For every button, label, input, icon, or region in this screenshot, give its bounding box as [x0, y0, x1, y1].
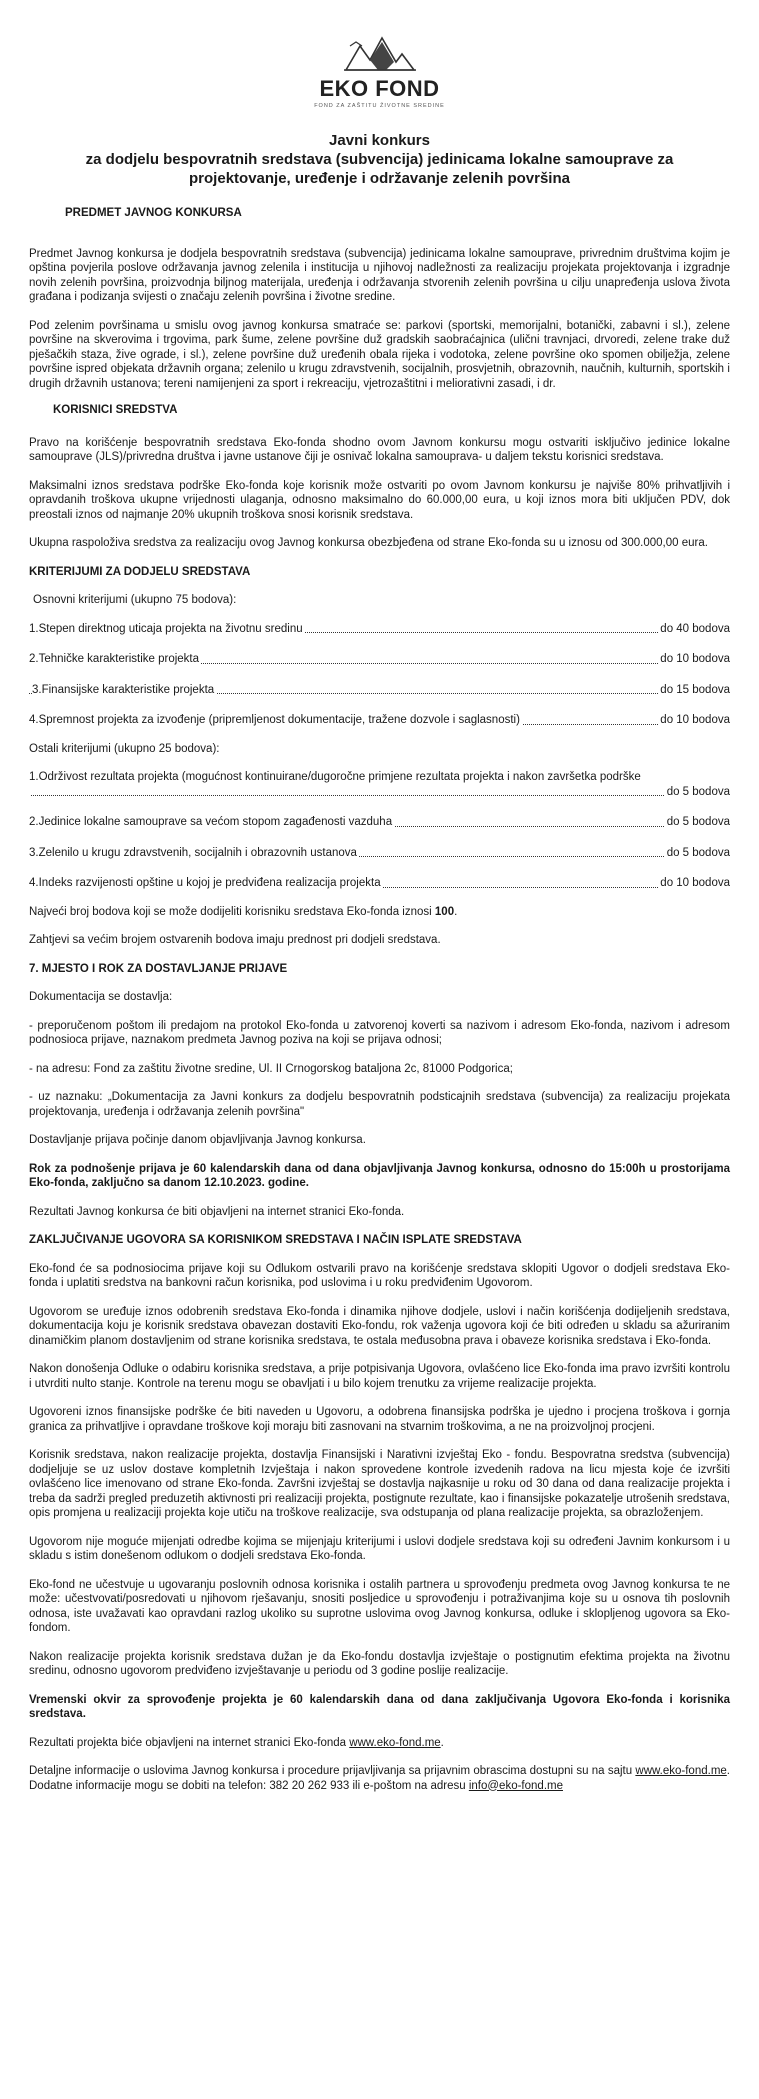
osnovni-label: Osnovni kriterijumi (ukupno 75 bodova):	[33, 594, 237, 606]
criterion-label: 2.Jedinice lokalne samouprave sa većom stopom zagađenosti vazduha	[29, 816, 393, 828]
max-points-value: 100	[434, 905, 455, 918]
mjesto-paragraph: - uz naznaku: „Dokumentacija za Javni konkurs za dodjelu bespovratnih podsticajnih sredstava (subvencija) za realizaciju projekata projektovanja, uređenja i održavanja zelenih površina"	[29, 1091, 730, 1118]
mjesto-paragraph: - preporučenom poštom ili predajom na protokol Eko-fonda u zatvorenoj koverti sa nazivom i adresom Eko-fonda, nazivom i adresom podnosioca prijave, naznakom predmeta Javnog poziva na koji se prijava odnosi;	[29, 1019, 730, 1046]
title-line: projektovanje, uređenje i održavanje zelenih površina	[189, 170, 570, 187]
ostali-label: Ostali kriterijumi (ukupno 25 bodova):	[29, 742, 220, 755]
korisnici-paragraph: Pravo na korišćenje bespovratnih sredstava Eko-fonda shodno ovom Javnom konkursu mogu ostvariti isključivo jedinice lokalne samouprave (JLS)/privredna društva i javne ustanove čiji je osnivač lokalna samouprava- u daljem tekstu korisnici sredstava.	[29, 436, 730, 463]
criterion-label: 3.Finansijske karakteristike projekta	[32, 683, 215, 696]
criterion-points: do 10 bodova	[660, 653, 730, 665]
criterion-label: 3.Zelenilo u krugu zdravstvenih, socijalnih i obrazovnih ustanova	[29, 846, 357, 859]
korisnici-paragraph: Maksimalni iznos sredstava podrške Eko-fonda koje korisnik može ostvariti po ovom Javnom konkursu je najviše 80% prihvatljivih i opravdanih troškova ukupne vrijednosti ulaganja, odnosno maksimalno do 60.000,00 eura, u koji iznos mora biti uključen PDV, dok preostali iznos od najmanje 20% ukupnih troškova snosi korisnik sredstava.	[29, 479, 730, 521]
korisnici-paragraph: Ukupna raspoloživa sredstva za realizaciju ovog Javnog konkursa obezbjeđena od strane Eko-fonda su u iznosu od 300.000,00 eura.	[29, 537, 708, 549]
title-line: za dodjelu bespovratnih sredstava (subvencija) jedinicama lokalne samouprave za	[85, 151, 674, 168]
predmet-heading: PREDMET JAVNOG KONKURSA	[65, 207, 242, 219]
timeframe-paragraph: Vremenski okvir za sprovođenje projekta je 60 kalendarskih dana od dana zaključivanja Ugovora Eko-fonda i korisnika sredstava.	[29, 1693, 730, 1720]
criterion-points: do 40 bodova	[660, 622, 730, 635]
criterion-points: do 5 bodova	[666, 785, 730, 798]
korisnici-heading: KORISNICI SREDSTVA	[53, 404, 178, 416]
criterion-points: do 5 bodova	[666, 816, 730, 828]
email-link[interactable]: info@eko-fond.me	[468, 1779, 563, 1792]
ugovor-paragraph: Nakon donošenja Odluke o odabiru korisnika sredstava, a prije potpisivanja Ugovora, ovlašćeno lice Eko-fonda ima pravo izvršiti kontrolu i utvrditi nulto stanje. Kontrole na terenu mogu se obavljati i u bilo kojem trenutku za vrijeme realizacije projekta.	[29, 1363, 730, 1390]
ugovor-paragraph: Nakon realizacije projekta korisnik sredstava dužan je da Eko-fondu dostavlja izvještaje o postignutim efektima projekta na životnu sredinu, odnosno ugovorom predviđeno izvještavanje u periodu od 3 godine poslije realizacije.	[29, 1650, 730, 1677]
ugovor-paragraph: Ugovorom se uređuje iznos odobrenih sredstava Eko-fonda i dinamika njihove dodjele, uslovi i način korišćenja dodijeljenih sredstava, dokumentacija koju je korisnik sredstava obavezan dostaviti Eko-fondu, rok važenja ugovora koji će biti određen u skladu sa ažuriranim dinamičkim planom dostavljenim od strane korisnika sredstava, te ostala međusobna prava i obaveze korisnika sredstava i Eko-fonda.	[29, 1305, 730, 1347]
criterion-points: do 15 bodova	[660, 683, 730, 696]
criterion-points: do 10 bodova	[660, 877, 730, 889]
criterion-label: 2.Tehničke karakteristike projekta	[29, 653, 200, 665]
document-body	[0, 206, 759, 1793]
deadline-paragraph: Rok za podnošenje prijava je 60 kalendarskih dana od dana objavljivanja Javnog konkursa, odnosno do 15:00h u prostorijama Eko-fonda, zaključno sa danom 12.10.2023. godine.	[29, 1162, 730, 1189]
criterion-row	[29, 846, 730, 861]
mjesto-paragraph: Rezultati Javnog konkursa će biti objavljeni na internet stranici Eko-fonda.	[29, 1205, 405, 1218]
info-paragraph: Detaljne informacije o uslovima Javnog konkursa i procedure prijavljivanja sa prijavnim obrascima dostupni su na sajtu www.eko-fond.me. Dodatne informacije mogu se dobiti na telefon: 382 20 262 933 ili e-poštom na adresu info@eko-fond.me	[29, 1765, 730, 1792]
mjesto-paragraph: Dostavljanje prijava počinje danom objavljivanja Javnog konkursa.	[29, 1134, 366, 1146]
header	[0, 0, 759, 109]
priority-text: Zahtjevi sa većim brojem ostvarenih bodova imaju prednost pri dodjeli sredstava.	[29, 934, 441, 946]
predmet-paragraph: Pod zelenim površinama u smislu ovog javnog konkursa smatraće se: parkovi (sportski, memorijalni, botanički, zabavni i sl.), zelene površine na skverovima i trgovima, park šume, zelene površine duž gradskih saobraćajnica (ulični travnjaci, drvoredi, zelene trake duž pješačkih staza, žive ograde, i sl.), zelene površine duž uređenih obala rijeka i vodotoka, zelene površine oko spomen obilježja, zelene površine ispred objekata državnih organa; zelenilo u krugu zdravstvenih, socijalnih, prosvjetnih, obrazovnih, naučnih, kulturnih, sportskih i drugih državnih ustanova; tereni namijenjeni za sport i rekreaciju, vjetrozaštitni i meliorativni zasadi, i dr.	[29, 319, 730, 390]
criterion-label: 1.Održivost rezultata projekta (mogućnost kontinuirane/dugoročne primjene rezultata projekta i nakon završetka podrške	[29, 771, 641, 783]
max-points-text: Najveći broj bodova koji se može dodijeliti korisniku sredstava Eko-fonda iznosi 100.	[29, 905, 458, 918]
criterion-points: do 10 bodova	[660, 714, 730, 726]
logo-name: EKO FOND	[319, 76, 440, 101]
criterion-row	[29, 622, 730, 637]
criterion-points: do 5 bodova	[666, 846, 730, 859]
title-line: Javni konkurs	[329, 132, 430, 149]
ugovor-paragraph: Korisnik sredstava, nakon realizacije projekta, dostavlja Finansijski i Narativni izvještaj Eko - fondu. Bespovratna sredstva (subvencija) dodjeljuje se uz uslov dostave kompletnih Izvještaja i nakon sprovedene kontrole izvedenih radova na licu mjesta koje će izvršiti ovlašćeno lice imenovano od strane Eko-fonda. Završni izvještaj se dostavlja najkasnije u roku od 30 dana od dana realizacije projekta i treba da sadrži pregled preduzetih aktivnosti pri realizaciji projekta, postignute rezultate, kao i finansijske pokazatelje utrošenih sredstava, opis promjena u realizaciji projekta koje utiču na troškove realizacije, sva odstupanja od plana realizacije projekta, sa obrazloženjem.	[29, 1449, 730, 1519]
criterion-row	[29, 785, 730, 800]
criterion-label: 4.Indeks razvijenosti opštine u kojoj je predviđena realizacija projekta	[29, 877, 381, 889]
criterion-label: 1.Stepen direktnog uticaja projekta na životnu sredinu	[29, 622, 303, 635]
criterion-row	[29, 815, 730, 830]
results-paragraph: Rezultati projekta biće objavljeni na internet stranici Eko-fonda www.eko-fond.me.	[29, 1736, 444, 1749]
website-link[interactable]: www.eko-fond.me	[635, 1765, 727, 1777]
mjesto-paragraph: - na adresu: Fond za zaštitu životne sredine, Ul. II Crnogorskog bataljona 2c, 81000 Podgorica;	[29, 1062, 513, 1075]
criterion-row	[29, 683, 730, 698]
criterion-row	[29, 652, 730, 667]
ugovor-heading: ZAKLJUČIVANJE UGOVORA SA KORISNIKOM SREDSTAVA I NAČIN ISPLATE SREDSTAVA	[29, 1234, 522, 1246]
mountain-logo-icon	[340, 32, 420, 72]
website-link[interactable]: www.eko-fond.me	[349, 1736, 441, 1749]
criterion-row	[29, 713, 730, 728]
mjesto-heading: 7. MJESTO I ROK ZA DOSTAVLJANJE PRIJAVE	[29, 962, 288, 975]
ugovor-paragraph: Eko-fond će sa podnosiocima prijave koji su Odlukom ostvarili pravo na korišćenje sredstava sklopiti Ugovor o dodjeli sredstava Eko-fonda i uplatiti sredstva na bankovni račun korisnika, pod uslovima i u roku predviđenim Ugovorom.	[29, 1262, 730, 1289]
criterion-row	[29, 876, 730, 891]
ugovor-paragraph: Eko-fond ne učestvuje u ugovaranju poslovnih odnosa korisnika i ostalih partnera u sprovođenju predmeta ovog Javnog konkursa te ne može: učestvovati/posredovati u njihovom rješavanju, snositi posljedice u sprovođenju i potraživanjima koje su u osnova tih poslovnih odnosa, iste uvažavati kao opravdani razlog ukoliko su suprotne uslovima ovog Javnog konkursa, odluke i sklopljenog ugovora sa Eko-fondom.	[29, 1578, 730, 1634]
predmet-paragraph: Predmet Javnog konkursa je dodjela bespovratnih sredstava (subvencija) jedinicama lokalne samouprave, privrednim društvima kojim je opština povjerila poslove održavanja javnog zelenila i institucija u njihovoj nadležnosti za realizaciju projekata projektovanja i izgradnje novih zelenih površina, proizvodnja biljnog materijala, uređenja i održavanja stvorenih zelenih površina u cilju unapređenja uslova života građana i podizanja svijesti o značaju zelenih površina i životne sredine.	[29, 247, 730, 303]
ugovor-paragraph: Ugovoreni iznos finansijske podrške će biti naveden u Ugovoru, a odobrena finansijska podrška je ujedno i procjena troškova i gornja granica za prihvatljive i opravdane troškove koji moraju biti zasnovani na stvarnim troškovima, a ne na proizvoljnoj procjeni.	[29, 1406, 730, 1433]
page-title	[0, 131, 759, 188]
ugovor-paragraph: Ugovorom nije moguće mijenjati odredbe kojima se mijenjaju kriterijumi i uslovi dodjele sredstava koji su određeni Javnim konkursom i u skladu s istim donešenom odlukom o dodjeli sredstava Eko-fonda.	[29, 1535, 730, 1562]
mjesto-paragraph: Dokumentacija se dostavlja:	[29, 991, 173, 1003]
criterion-label: 4.Spremnost projekta za izvođenje (pripremljenost dokumentacije, tražene dozvole i saglasnosti)	[29, 714, 520, 726]
logo-subtitle: FOND ZA ZAŠTITU ŽIVOTNE SREDINE	[314, 103, 445, 109]
kriterijumi-heading: KRITERIJUMI ZA DODJELU SREDSTAVA	[29, 565, 251, 578]
